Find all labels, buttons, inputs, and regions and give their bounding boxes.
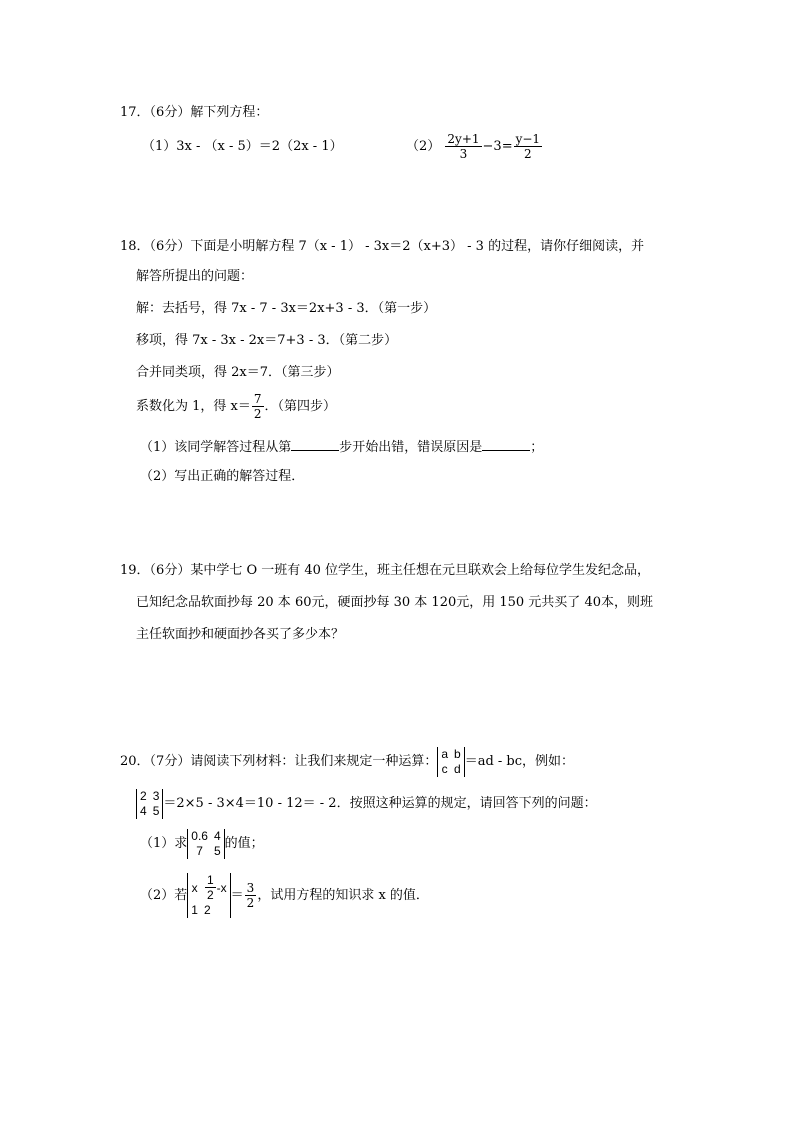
q18-step4-denominator: 2: [253, 407, 262, 421]
q20-example: [136, 784, 597, 824]
q20-p2-suffix: ，试用方程的知识求 x 的值．: [257, 888, 429, 903]
q20-definition-determinant: [437, 747, 464, 777]
p1-b: 4: [213, 828, 221, 843]
ex-d: 5: [152, 803, 160, 818]
p2-d: 2: [203, 903, 211, 917]
q20-heading: [120, 742, 574, 782]
q18-step4: [136, 390, 336, 424]
q17-heading: 17．（6分）解下列方程：: [120, 105, 269, 120]
p1-c: 7: [196, 843, 203, 858]
q20-p2-denominator: 2: [246, 896, 255, 910]
q17-part1-equation: 3x - （x - 5）＝2（2x - 1）: [176, 139, 343, 154]
q18-step1: 解：去括号，得 7x - 7 - 3x＝2x+3 - 3．（第一步）: [136, 301, 437, 316]
q17-fraction-left: [445, 132, 481, 161]
q18-question1: [140, 438, 543, 457]
p2-b-numerator: 1: [206, 873, 214, 887]
q18-step4-suffix: ．（第四步）: [264, 399, 337, 414]
det-c: c: [441, 761, 448, 776]
ex-a: 2: [140, 788, 147, 803]
p2-b-tail: -x: [216, 880, 227, 895]
q17-frac2-numerator: y−1: [515, 132, 541, 146]
det-d: d: [454, 761, 461, 776]
q19-line1: 19．（6分）某中学七 O 一班有 40 位学生，班主任想在元旦联欢会上给每位学生发纪念品，: [120, 563, 651, 578]
q17-frac1-numerator: 2y+1: [447, 132, 480, 146]
q18-q1-prefix: （1）该同学解答过程从第: [140, 440, 292, 455]
ex-c: 4: [140, 803, 147, 818]
q17-fraction-right: [514, 132, 542, 161]
p2-c: 1: [191, 903, 198, 917]
q18-question2: （2）写出正确的解答过程．: [140, 469, 305, 484]
q20-example-determinant: [136, 789, 163, 819]
q17-part2-label: （2）: [406, 139, 441, 154]
q19-line3: 主任软面抄和硬面抄各买了多少本？: [136, 627, 345, 642]
q17-part1-label: （1）: [142, 139, 177, 154]
q20-example-text: ＝2×5 - 3×4＝10 - 12＝ - 2．按照这种运算的规定，请回答下列的问题：: [163, 796, 597, 811]
q20-p2-equals: ＝: [230, 888, 244, 903]
q20-part2-determinant: [187, 873, 230, 918]
q18-heading: 18．（6分）下面是小明解方程 7（x - 1） - 3x＝2（x+3） - 3 的过程，请你仔细阅读，并: [120, 239, 645, 254]
q20-p2-fraction: [245, 881, 257, 910]
q18-step2: 移项，得 7x - 3x - 2x＝7+3 - 3．（第二步）: [136, 333, 398, 348]
q18-heading-line2: 解答所提出的问题：: [136, 269, 254, 284]
q18-step4-numerator: 7: [253, 392, 262, 406]
q18-q1-blank-step[interactable]: [291, 438, 339, 451]
q20-p1-prefix: （1）求: [140, 836, 188, 851]
q17-frac1-denominator: 3: [459, 147, 468, 161]
q18-step4-prefix: 系数化为 1，得 x＝: [136, 399, 251, 414]
q20-p1-suffix: 的值；: [224, 836, 264, 851]
q20-part1: [140, 824, 264, 864]
q20-part1-determinant: [187, 829, 224, 859]
q17-part2: [406, 130, 543, 164]
p2-a: x: [191, 880, 198, 895]
q20-p2-numerator: 3: [246, 881, 255, 895]
q20-heading-prefix: 20．（7分）请阅读下列材料：让我们来规定一种运算：: [120, 754, 438, 769]
q18-step4-fraction: [252, 392, 264, 421]
det-a: a: [441, 746, 449, 761]
q17-part1: [142, 138, 343, 156]
q17-part2-middle: −3=: [482, 139, 513, 154]
p1-a: 0.6: [191, 828, 208, 843]
q20-part2: [140, 868, 429, 924]
q18-q1-suffix: ；: [530, 440, 544, 455]
p2-b-denominator: 2: [206, 888, 214, 902]
p2-b-fraction: [205, 873, 216, 902]
q19-line2: 已知纪念品软面抄每 20 本 60元，硬面抄每 30 本 120元，用 150 元共买了 40本，则班: [136, 595, 653, 610]
q18-step3: 合并同类项，得 2x＝7．（第三步）: [136, 365, 340, 380]
ex-b: 3: [152, 788, 160, 803]
p2-b: [204, 873, 227, 902]
q18-q1-blank-reason[interactable]: [482, 438, 530, 451]
q18-q1-middle: 步开始出错，错误原因是: [339, 440, 483, 455]
q20-heading-suffix: ＝ad - bc，例如：: [464, 754, 575, 769]
q17-frac2-denominator: 2: [524, 147, 532, 161]
p1-d: 5: [213, 843, 221, 858]
det-b: b: [454, 746, 461, 761]
q20-p2-prefix: （2）若: [140, 888, 188, 903]
